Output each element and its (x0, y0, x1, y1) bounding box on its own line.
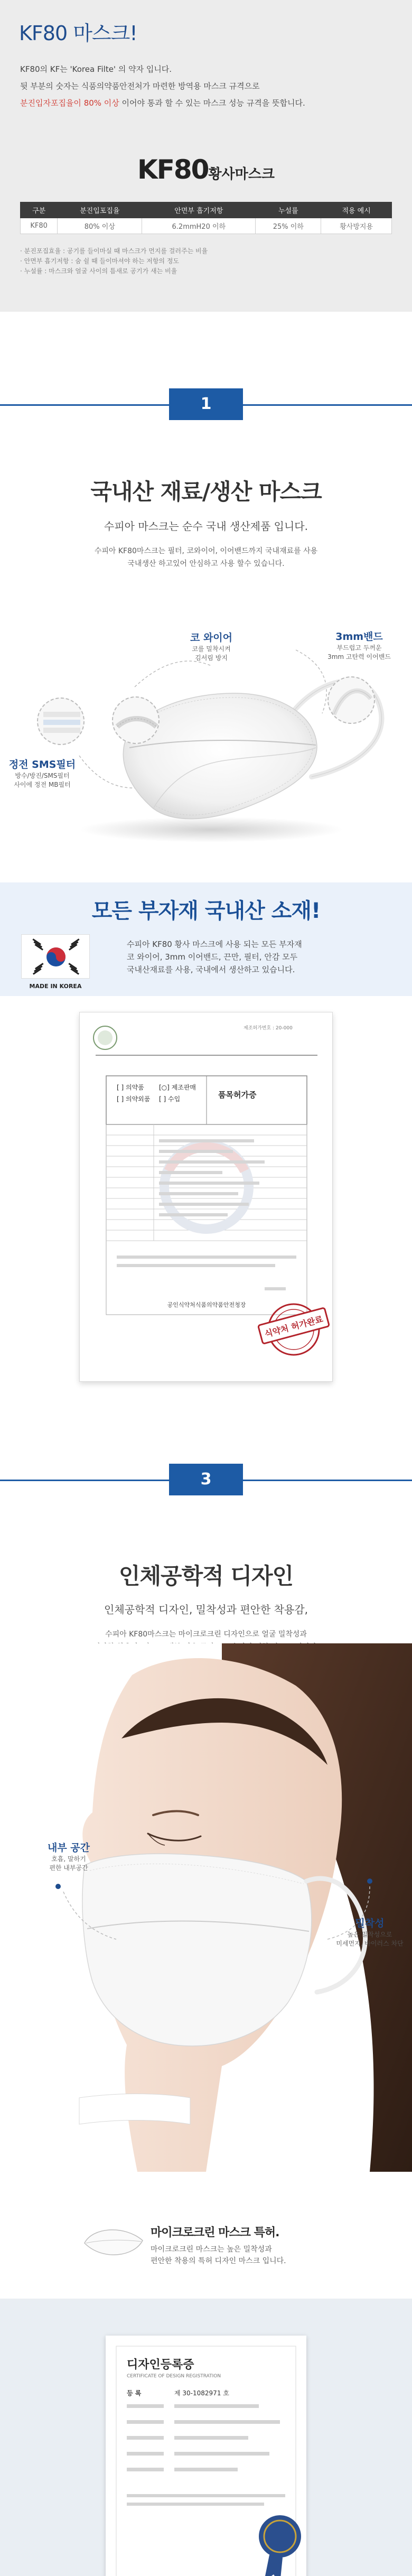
section-1-divider (0, 388, 412, 420)
spec-note: · 안면부 흡기저항 : 숨 쉴 때 들이마셔야 하는 저항의 정도 (20, 257, 180, 265)
intro-line-3 (20, 97, 305, 108)
spec-cell: 25% 이하 (256, 218, 321, 234)
inner-space-text-2: 편한 내부공간 (49, 1864, 88, 1872)
section-1-desc-2: 국내생산 하고있어 안심하고 사용 할수 있습니다. (127, 560, 285, 568)
nose-wire-text-1: 코를 밀착시켜 (192, 645, 231, 653)
patent-card (82, 2219, 388, 2272)
ear-band-zoom (327, 676, 375, 724)
section-1-subtitle: 수피아 마스크는 순수 국내 생산제품 입니다. (104, 520, 308, 533)
section-3-divider (0, 1464, 412, 1495)
section-1-title: 국내산 재료/생산 마스크 (90, 479, 322, 505)
product-name-small: 황사마스크 (208, 166, 275, 182)
spec-notes (20, 246, 208, 276)
korea-flag-icon (21, 934, 90, 979)
product-license-certificate (79, 1012, 333, 1382)
cert-row-3: [○] 제조판매 (159, 1084, 196, 1091)
registration-number: 제 30-1082971 호 (174, 2389, 229, 2397)
spec-table (20, 202, 392, 234)
band-text-line: 수피아 KF80 황사 마스크에 사용 되는 모든 부자재 (127, 940, 302, 949)
spec-note: · 누설률 : 마스크와 얼굴 사이의 틈새로 공기가 새는 비율 (20, 267, 177, 275)
registration-title: 디자인등록증 (127, 2358, 194, 2372)
inner-space-text-1: 호흡, 말하기 (51, 1855, 86, 1863)
mask-illustration-area (0, 631, 412, 867)
patent-text-line: 편안한 착용의 특허 디자인 마스크 입니다. (151, 2257, 286, 2265)
registration-subtitle: CERTIFICATE OF DESIGN REGISTRATION (127, 2374, 221, 2379)
product-name-big: KF80 (137, 154, 209, 185)
kf80-intro-panel (0, 0, 412, 312)
taegukgi-graphic (22, 935, 90, 979)
spec-cell: 황사방지용 (321, 218, 392, 234)
fit-text-2: 미세먼지, 바이러스 차단 (336, 1940, 404, 1947)
certificate-header-number: 제조허가번호 : 20-000 (244, 1026, 293, 1031)
patent-text (151, 2244, 286, 2267)
inner-space-title: 내부 공간 (47, 1842, 90, 1854)
nose-wire-title: 코 와이어 (190, 632, 233, 644)
fit-text-1: 높은 밀착성으로 (347, 1931, 392, 1938)
spec-cell: 80% 이상 (58, 218, 142, 234)
spec-cell: KF80 (21, 218, 58, 234)
nose-wire-text-2: 김서림 방지 (195, 654, 228, 662)
approval-stamp: 식약처 허가완료 (263, 1314, 324, 1340)
cert-row-1: [ ] 의약품 (117, 1084, 144, 1091)
cert-row-2: [ ] 의약외품 (117, 1095, 151, 1103)
band-text-line: 코 와이어, 3mm 이어밴드, 끈만, 필터, 안감 모두 (127, 952, 298, 962)
spec-note: · 분진포집효율 : 공기를 들이마실 때 마스크가 먼지를 걸러주는 비율 (20, 247, 208, 255)
section-1-desc-1: 수피아 KF80마스크는 필터, 코와이어, 이어밴드까지 국내재료를 사용 (94, 547, 318, 555)
ear-band-title: 3mm밴드 (335, 631, 383, 643)
ear-band-icon (329, 677, 375, 724)
nose-wire-zoom (112, 696, 160, 744)
sms-filter-text-1: 방수/방진/SMS필터 (15, 772, 70, 779)
spec-header-cell: 구분 (21, 202, 58, 218)
patent-text-line: 마이크로크린 마스크는 높은 밀착성과 (151, 2245, 272, 2254)
cert-row-4: [ ] 수입 (159, 1095, 181, 1103)
section-3-desc-1: 수피아 KF80마스크는 마이크로크린 디자인으로 얼굴 밀착성과 (105, 1630, 307, 1639)
fit-title: 밀착성 (355, 1918, 385, 1929)
callout-leader-lines (0, 1643, 412, 2172)
design-registration-certificate (106, 2336, 306, 2576)
sms-filter-title: 정전 SMS필터 (8, 759, 76, 770)
domestic-material-band (0, 882, 412, 996)
sms-filter-text-2: 사이에 정전 MB필터 (14, 781, 71, 788)
mask-illustration (0, 634, 412, 867)
registration-number-label: 등 록 (127, 2389, 142, 2397)
section-3-badge: 3 (169, 1464, 243, 1495)
domestic-material-title: 모든 부자재 국내산 소재! (91, 899, 321, 923)
spec-cell: 6.2mmH20 이하 (142, 218, 256, 234)
section-3-subtitle: 인체공학적 디자인, 밀착성과 편안한 착용감, (104, 1603, 308, 1616)
intro-line-2: 뒷 부분의 숫자는 식품의약품안전처가 마련한 방역용 마스크 규격으로 (20, 81, 260, 91)
intro-line-1: KF80의 KF는 'Korea Filte' 의 약자 입니다. (20, 64, 172, 74)
flat-mask-icon (82, 2219, 145, 2267)
spec-table-row (21, 218, 392, 234)
patent-title: 마이크로크린 마스크 특허. (151, 2226, 279, 2239)
spec-header-cell: 적용 예시 (321, 202, 392, 218)
domestic-material-text (127, 938, 302, 976)
certificate-issuer: 공인식약처식품의약품안전청장 (167, 1301, 246, 1308)
spec-header-cell: 분진입포집율 (58, 202, 142, 218)
model-face-illustration (0, 1643, 412, 2172)
spec-table-header (21, 202, 392, 218)
filter-zoom (37, 698, 85, 745)
design-registration-area (0, 2299, 412, 2576)
intro-highlight: 분진입자포집율이 80% 이상 (20, 98, 119, 108)
ear-band-text-1: 부드럽고 두꺼운 (336, 644, 382, 652)
section-1-badge: 1 (169, 388, 243, 420)
intro-title: KF80 마스크! (19, 22, 137, 45)
filter-layers-icon (38, 699, 85, 745)
made-in-korea-caption: MADE IN KOREA (29, 983, 82, 990)
ear-band-text-2: 3mm 고탄력 이어밴드 (327, 653, 391, 661)
product-name-heading (0, 154, 412, 185)
band-text-line: 국내산재료를 사용, 국내에서 생산하고 있습니다. (127, 965, 295, 974)
nose-wire-icon (113, 698, 160, 744)
section-3-title: 인체공학적 디자인 (118, 1563, 294, 1589)
certificate-title: 품목허가증 (218, 1090, 257, 1100)
spec-header-cell: 안면부 흡기저항 (142, 202, 256, 218)
spec-header-cell: 누설률 (256, 202, 321, 218)
intro-line-3-rest: 이어야 통과 할 수 있는 마스크 성능 규격을 뜻합니다. (119, 98, 305, 108)
